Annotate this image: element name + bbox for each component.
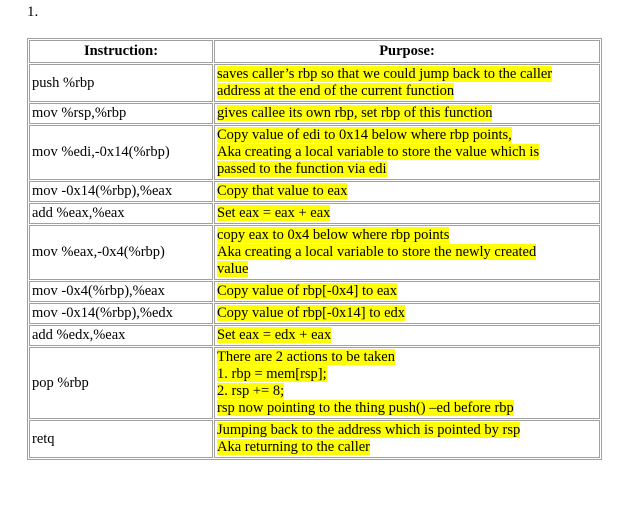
purpose-line (217, 144, 597, 161)
purpose-line (217, 127, 597, 144)
purpose-line (217, 183, 597, 200)
purpose-cell (214, 325, 600, 346)
instruction-cell: pop %rbp (29, 347, 213, 419)
item-number: 1. (27, 4, 39, 20)
instruction-cell: retq (29, 420, 213, 458)
purpose-cell (214, 203, 600, 224)
instruction-cell: mov %rsp,%rbp (29, 103, 213, 124)
highlighted-text: 2. rsp += 8; (217, 383, 285, 399)
instruction-cell: push %rbp (29, 64, 213, 102)
highlighted-text: passed to the function via edi (217, 161, 387, 177)
instruction-cell: mov -0x4(%rbp),%eax (29, 281, 213, 302)
highlighted-text: Aka creating a local variable to store the value which is (217, 144, 540, 160)
highlighted-text: gives callee its own rbp, set rbp of this function (217, 105, 493, 121)
table-header-row (29, 40, 600, 63)
purpose-line (217, 83, 597, 100)
purpose-line (217, 161, 597, 178)
purpose-cell (214, 181, 600, 202)
purpose-cell (214, 225, 600, 280)
table-row (29, 203, 600, 224)
purpose-line (217, 244, 597, 261)
highlighted-text: Copy that value to eax (217, 183, 348, 199)
highlighted-text: value (217, 261, 249, 277)
purpose-line (217, 366, 597, 383)
instruction-column-header: Instruction: (29, 40, 213, 63)
highlighted-text: rsp now pointing to the thing push() –ed before rbp (217, 400, 514, 416)
table-row (29, 225, 600, 280)
purpose-line (217, 205, 597, 222)
purpose-line (217, 105, 597, 122)
purpose-line (217, 261, 597, 278)
highlighted-text: copy eax to 0x4 below where rbp points (217, 227, 450, 243)
purpose-line (217, 283, 597, 300)
purpose-line (217, 327, 597, 344)
instruction-cell: mov %eax,-0x4(%rbp) (29, 225, 213, 280)
purpose-cell (214, 64, 600, 102)
highlighted-text: Aka returning to the caller (217, 439, 370, 455)
highlighted-text: Copy value of rbp[-0x14] to edx (217, 305, 406, 321)
purpose-line (217, 400, 597, 417)
table-body (29, 64, 600, 458)
purpose-cell (214, 103, 600, 124)
purpose-line (217, 439, 597, 456)
highlighted-text: 1. rbp = mem[rsp]; (217, 366, 327, 382)
highlighted-text: address at the end of the current function (217, 83, 455, 99)
table-row (29, 303, 600, 324)
instruction-cell: add %edx,%eax (29, 325, 213, 346)
purpose-line (217, 227, 597, 244)
purpose-cell (214, 125, 600, 180)
instruction-cell: add %eax,%eax (29, 203, 213, 224)
instruction-cell: mov -0x14(%rbp),%eax (29, 181, 213, 202)
highlighted-text: Set eax = edx + eax (217, 327, 332, 343)
table-row (29, 181, 600, 202)
highlighted-text: Copy value of rbp[-0x4] to eax (217, 283, 397, 299)
table-row (29, 420, 600, 458)
table-row (29, 281, 600, 302)
highlighted-text: Aka creating a local variable to store the newly created (217, 244, 537, 260)
purpose-line (217, 349, 597, 366)
highlighted-text: saves caller’s rbp so that we could jump back to the caller (217, 66, 553, 82)
highlighted-text: Jumping back to the address which is pointed by rsp (217, 422, 521, 438)
highlighted-text: Copy value of edi to 0x14 below where rbp points, (217, 127, 512, 143)
purpose-cell (214, 347, 600, 419)
instruction-table (27, 38, 602, 460)
instruction-cell: mov -0x14(%rbp),%edx (29, 303, 213, 324)
purpose-line (217, 66, 597, 83)
table-row (29, 103, 600, 124)
highlighted-text: There are 2 actions to be taken (217, 349, 395, 365)
purpose-line (217, 422, 597, 439)
purpose-cell (214, 281, 600, 302)
purpose-column-header: Purpose: (214, 40, 600, 63)
highlighted-text: Set eax = eax + eax (217, 205, 331, 221)
table-row (29, 347, 600, 419)
instruction-cell: mov %edi,-0x14(%rbp) (29, 125, 213, 180)
purpose-cell (214, 420, 600, 458)
purpose-cell (214, 303, 600, 324)
purpose-line (217, 305, 597, 322)
table-row (29, 125, 600, 180)
purpose-line (217, 383, 597, 400)
table-row (29, 325, 600, 346)
table-row (29, 64, 600, 102)
